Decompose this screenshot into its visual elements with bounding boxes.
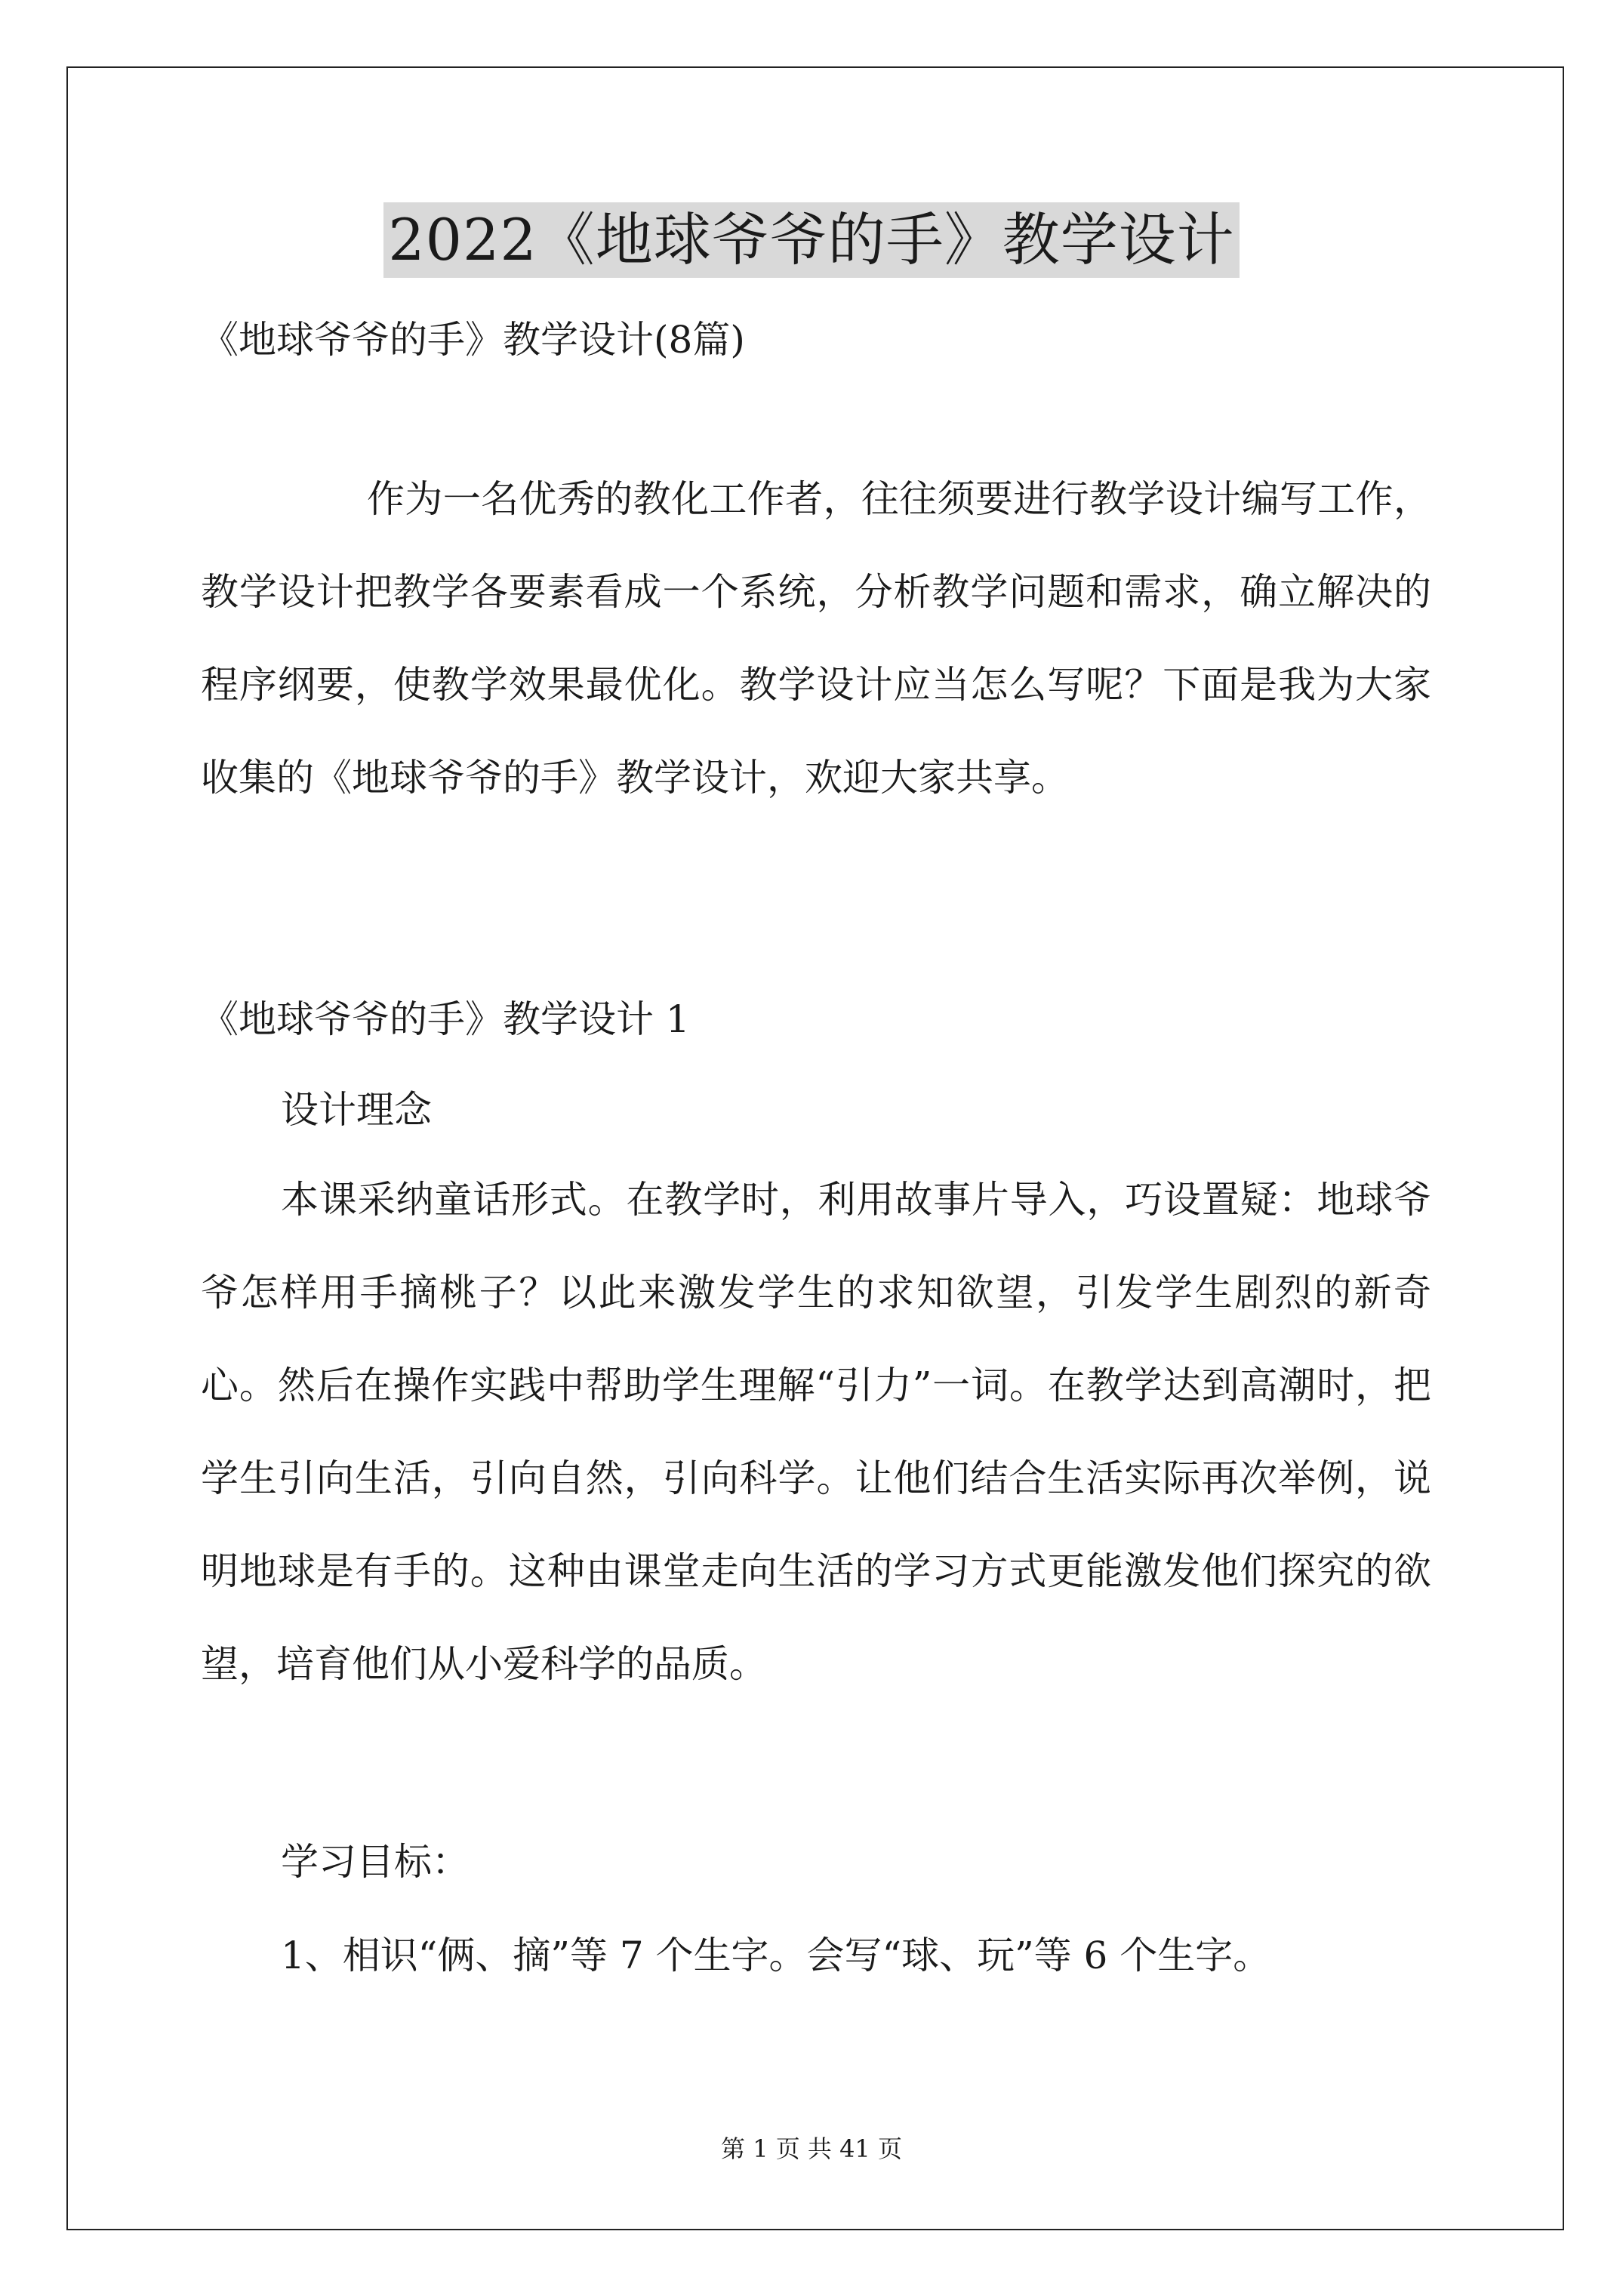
document-title: 2022《地球爷爷的手》教学设计 bbox=[383, 202, 1239, 278]
section-heading: 《地球爷爷的手》教学设计 1 bbox=[201, 997, 690, 1041]
page-border bbox=[66, 66, 1564, 2230]
concept-heading: 设计理念 bbox=[281, 1088, 432, 1132]
document-subtitle: 《地球爷爷的手》教学设计(8篇) bbox=[201, 318, 745, 362]
intro-paragraph: 作为一名优秀的教化工作者，往往须要进行教学设计编写工作，教学设计把教学各要素看成一个系统，分析教学问题和需求，确立解决的程序纲要，使教学效果最优化。教学设计应当怎么写呢？下面是我为大家收集的《地球爷爷的手》教学设计，欢迎大家共享。 bbox=[201, 477, 1431, 800]
concept-paragraph: 本课采纳童话形式。在教学时，利用故事片导入，巧设置疑：地球爷爷怎样用手摘桃子？以此来激发学生的求知欲望，引发学生剧烈的新奇心。然后在操作实践中帮助学生理解“引力”一词。在教学达到高潮时，把学生引向生活，引向自然，引向科学。让他们结合生活实际再次举例，说明地球是有手的。这种由课堂走向生活的学习方式更能激发他们探究的欲望，培育他们从小爱科学的品质。 bbox=[201, 1178, 1431, 1686]
goals-heading: 学习目标： bbox=[281, 1840, 470, 1884]
page-footer: 第 1 页 共 41 页 bbox=[721, 2134, 902, 2163]
goal-item-1: 1、相识“俩、摘”等 7 个生字。会写“球、玩”等 6 个生字。 bbox=[281, 1934, 1271, 1977]
title-container bbox=[0, 202, 1623, 278]
